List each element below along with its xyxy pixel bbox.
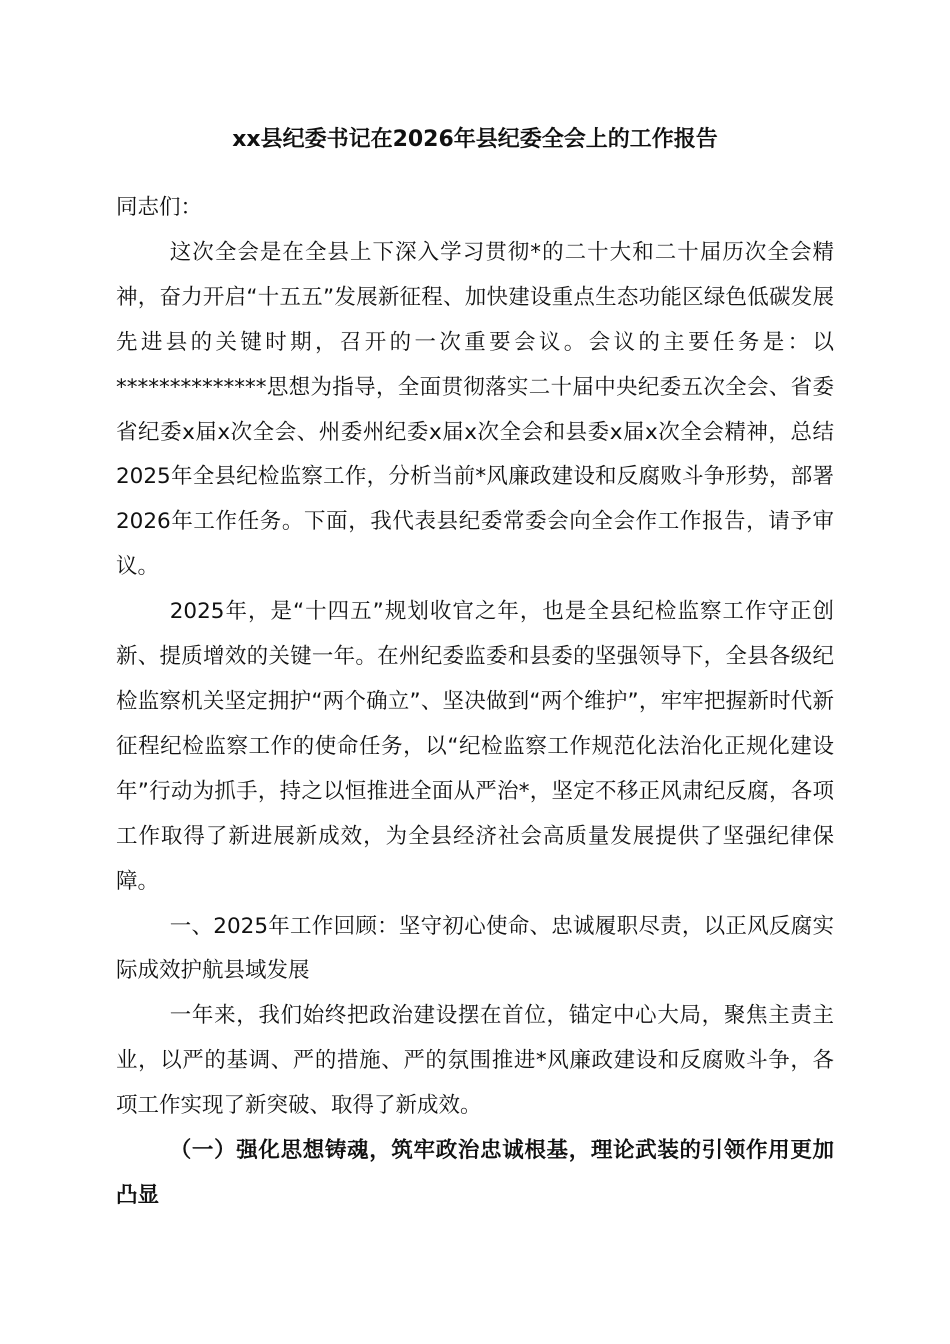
paragraph-2025-summary: 2025年，是“十四五”规划收官之年，也是全县纪检监察工作守正创新、提质增效的关键一年。在州纪委监委和县委的坚强领导下，全县各级纪检监察机关坚定拥护“两个确立”、坚决做到“两个维护”，牢牢把握新时代新征程纪检监察工作的使命任务，以“纪检监察工作规范化法治化正规化建设年”行动为抓手，持之以恒推进全面从严治*，坚定不移正风肃纪反腐，各项工作取得了新进展新成效，为全县经济社会高质量发展提供了坚强纪律保障。 — [116, 599, 834, 894]
document-body — [116, 186, 834, 1219]
salutation: 同志们： — [116, 195, 203, 220]
section-heading-review: 一、2025年工作回顾：坚守初心使命、忠诚履职尽责，以正风反腐实际成效护航县域发展 — [116, 913, 834, 984]
subheading-ideological: （一）强化思想铸魂，筑牢政治忠诚根基，理论武装的引领作用更加凸显 — [116, 1138, 834, 1208]
document-title: xx县纪委书记在2026年县纪委全会上的工作报告 — [232, 127, 718, 152]
paragraph-year-overview: 一年来，我们始终把政治建设摆在首位，锚定中心大局，聚焦主责主业，以严的基调、严的措施、严的氛围推进*风廉政建设和反腐败斗争，各项工作实现了新突破、取得了新成效。 — [116, 1003, 834, 1119]
paragraph-intro: 这次全会是在全县上下深入学习贯彻*的二十大和二十届历次全会精神，奋力开启“十五五”发展新征程、加快建设重点生态功能区绿色低碳发展先进县的关键时期，召开的一次重要会议。会议的主要任务是：以**************思想为指导，全面贯彻落实二十届中央纪委五次全会、省委省纪委x届x次全会、州委州纪委x届x次全会和县委x届x次全会精神，总结2025年全县纪检监察工作，分析当前*风廉政建设和反腐败斗争形势，部署2026年工作任务。下面，我代表县纪委常委会向全会作工作报告，请予审议。 — [116, 239, 834, 580]
